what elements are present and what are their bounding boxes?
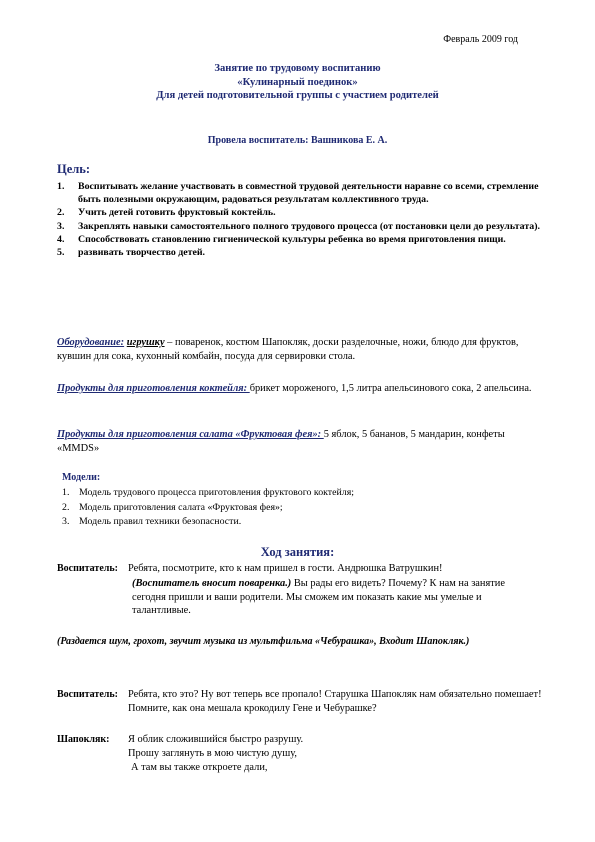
teacher-line-1: Ребята, посмотрите, кто к нам пришел в гости. Андрюшка Ватрушкин! (128, 563, 443, 574)
stage-remark: (Воспитатель вносит поваренка.) (132, 578, 292, 589)
salad-paragraph (57, 428, 547, 455)
goal-list (57, 180, 547, 259)
equipment-label: Оборудование: (57, 337, 125, 348)
verse-line-2: Прошу заглянуть в мою чистую душу, (128, 748, 297, 759)
model-item: 1. Модель трудового процесса приготовления фруктового коктейля; (62, 487, 355, 498)
salad-label: Продукты для приготовления салата «Фруктовая фея»: (57, 429, 324, 440)
teacher-label: Воспитатель: (57, 563, 118, 574)
cocktail-label: Продукты для приготовления коктейля: (57, 383, 250, 394)
verse-line-1: Я облик сложившийся быстро разрушу. (128, 734, 304, 745)
lesson-heading: Ход занятия: (260, 545, 335, 559)
cocktail-text: брикет мороженого, 1,5 литра апельсинового сока, 2 апельсина. (249, 383, 532, 394)
author-line: Провела воспитатель: Вашникова Е. А. (207, 135, 388, 146)
salad-text: 5 яблок, 5 бананов, 5 мандарин, конфеты «MMDS» (57, 429, 505, 454)
goal-item: 3. Закреплять навыки самостоятельного полного трудового процесса (от постановки цели до результата). (57, 220, 540, 232)
title-line-2: «Кулинарный поединок» (237, 76, 358, 88)
models-list (62, 486, 532, 530)
model-item: 3. Модель правил техники безопасности. (62, 516, 242, 527)
teacher-line-1b-text: Вы рады его видеть? Почему? К нам на занятие сегодня пришли и ваши родители. Мы сможем им показать какие мы умелые и талантливые. (132, 578, 505, 617)
equipment-toy: игрушку (126, 337, 165, 348)
equipment-text: – поваренок, костюм Шапокляк, доски разделочные, ножи, блюдо для фруктов, кувшин для сока, кухонный комбайн, посуда для сервировки стола. (57, 337, 519, 362)
document-date: Февраль 2009 год (443, 34, 518, 45)
document-title (0, 62, 595, 103)
shapoklyak-label: Шапокляк: (57, 734, 110, 745)
title-line-1: Занятие по трудовому воспитанию (214, 63, 381, 74)
teacher-line-2: Ребята, кто это? Ну вот теперь все пропало! Старушка Шапокляк нам обязательно помешает! Помните, как она мешала крокодилу Гене и Чебурашке? (128, 689, 542, 714)
equipment-paragraph (57, 336, 547, 363)
models-heading: Модели: (62, 472, 101, 483)
title-line-3: Для детей подготовительной группы с участием родителей (156, 90, 439, 101)
model-item: 2. Модель приготовления салата «Фруктовая фея»; (62, 501, 283, 513)
teacher-line-1b (132, 577, 538, 618)
teacher-label-2: Воспитатель: (57, 689, 118, 700)
goal-item: 2. Учить детей готовить фруктовый коктейль. (57, 207, 276, 219)
stage-direction: (Раздается шум, грохот, звучит музыка из мультфильма «Чебурашка», Входит Шапокляк.) (57, 636, 470, 647)
goal-item: 1. Воспитывать желание участвовать в совместной трудовой деятельности наравне со всеми, стремление быть полезными окружающим, радоваться результатам коллективного труда. (57, 181, 539, 206)
cocktail-paragraph (57, 382, 547, 396)
goal-item: 5. развивать творчество детей. (57, 247, 206, 259)
goal-heading: Цель: (57, 162, 91, 176)
verse-line-3: А там вы также откроете дали, (131, 762, 268, 773)
goal-item: 4. Способствовать становлению гигиенической культуры ребенка во время приготовления пищи. (57, 233, 506, 245)
